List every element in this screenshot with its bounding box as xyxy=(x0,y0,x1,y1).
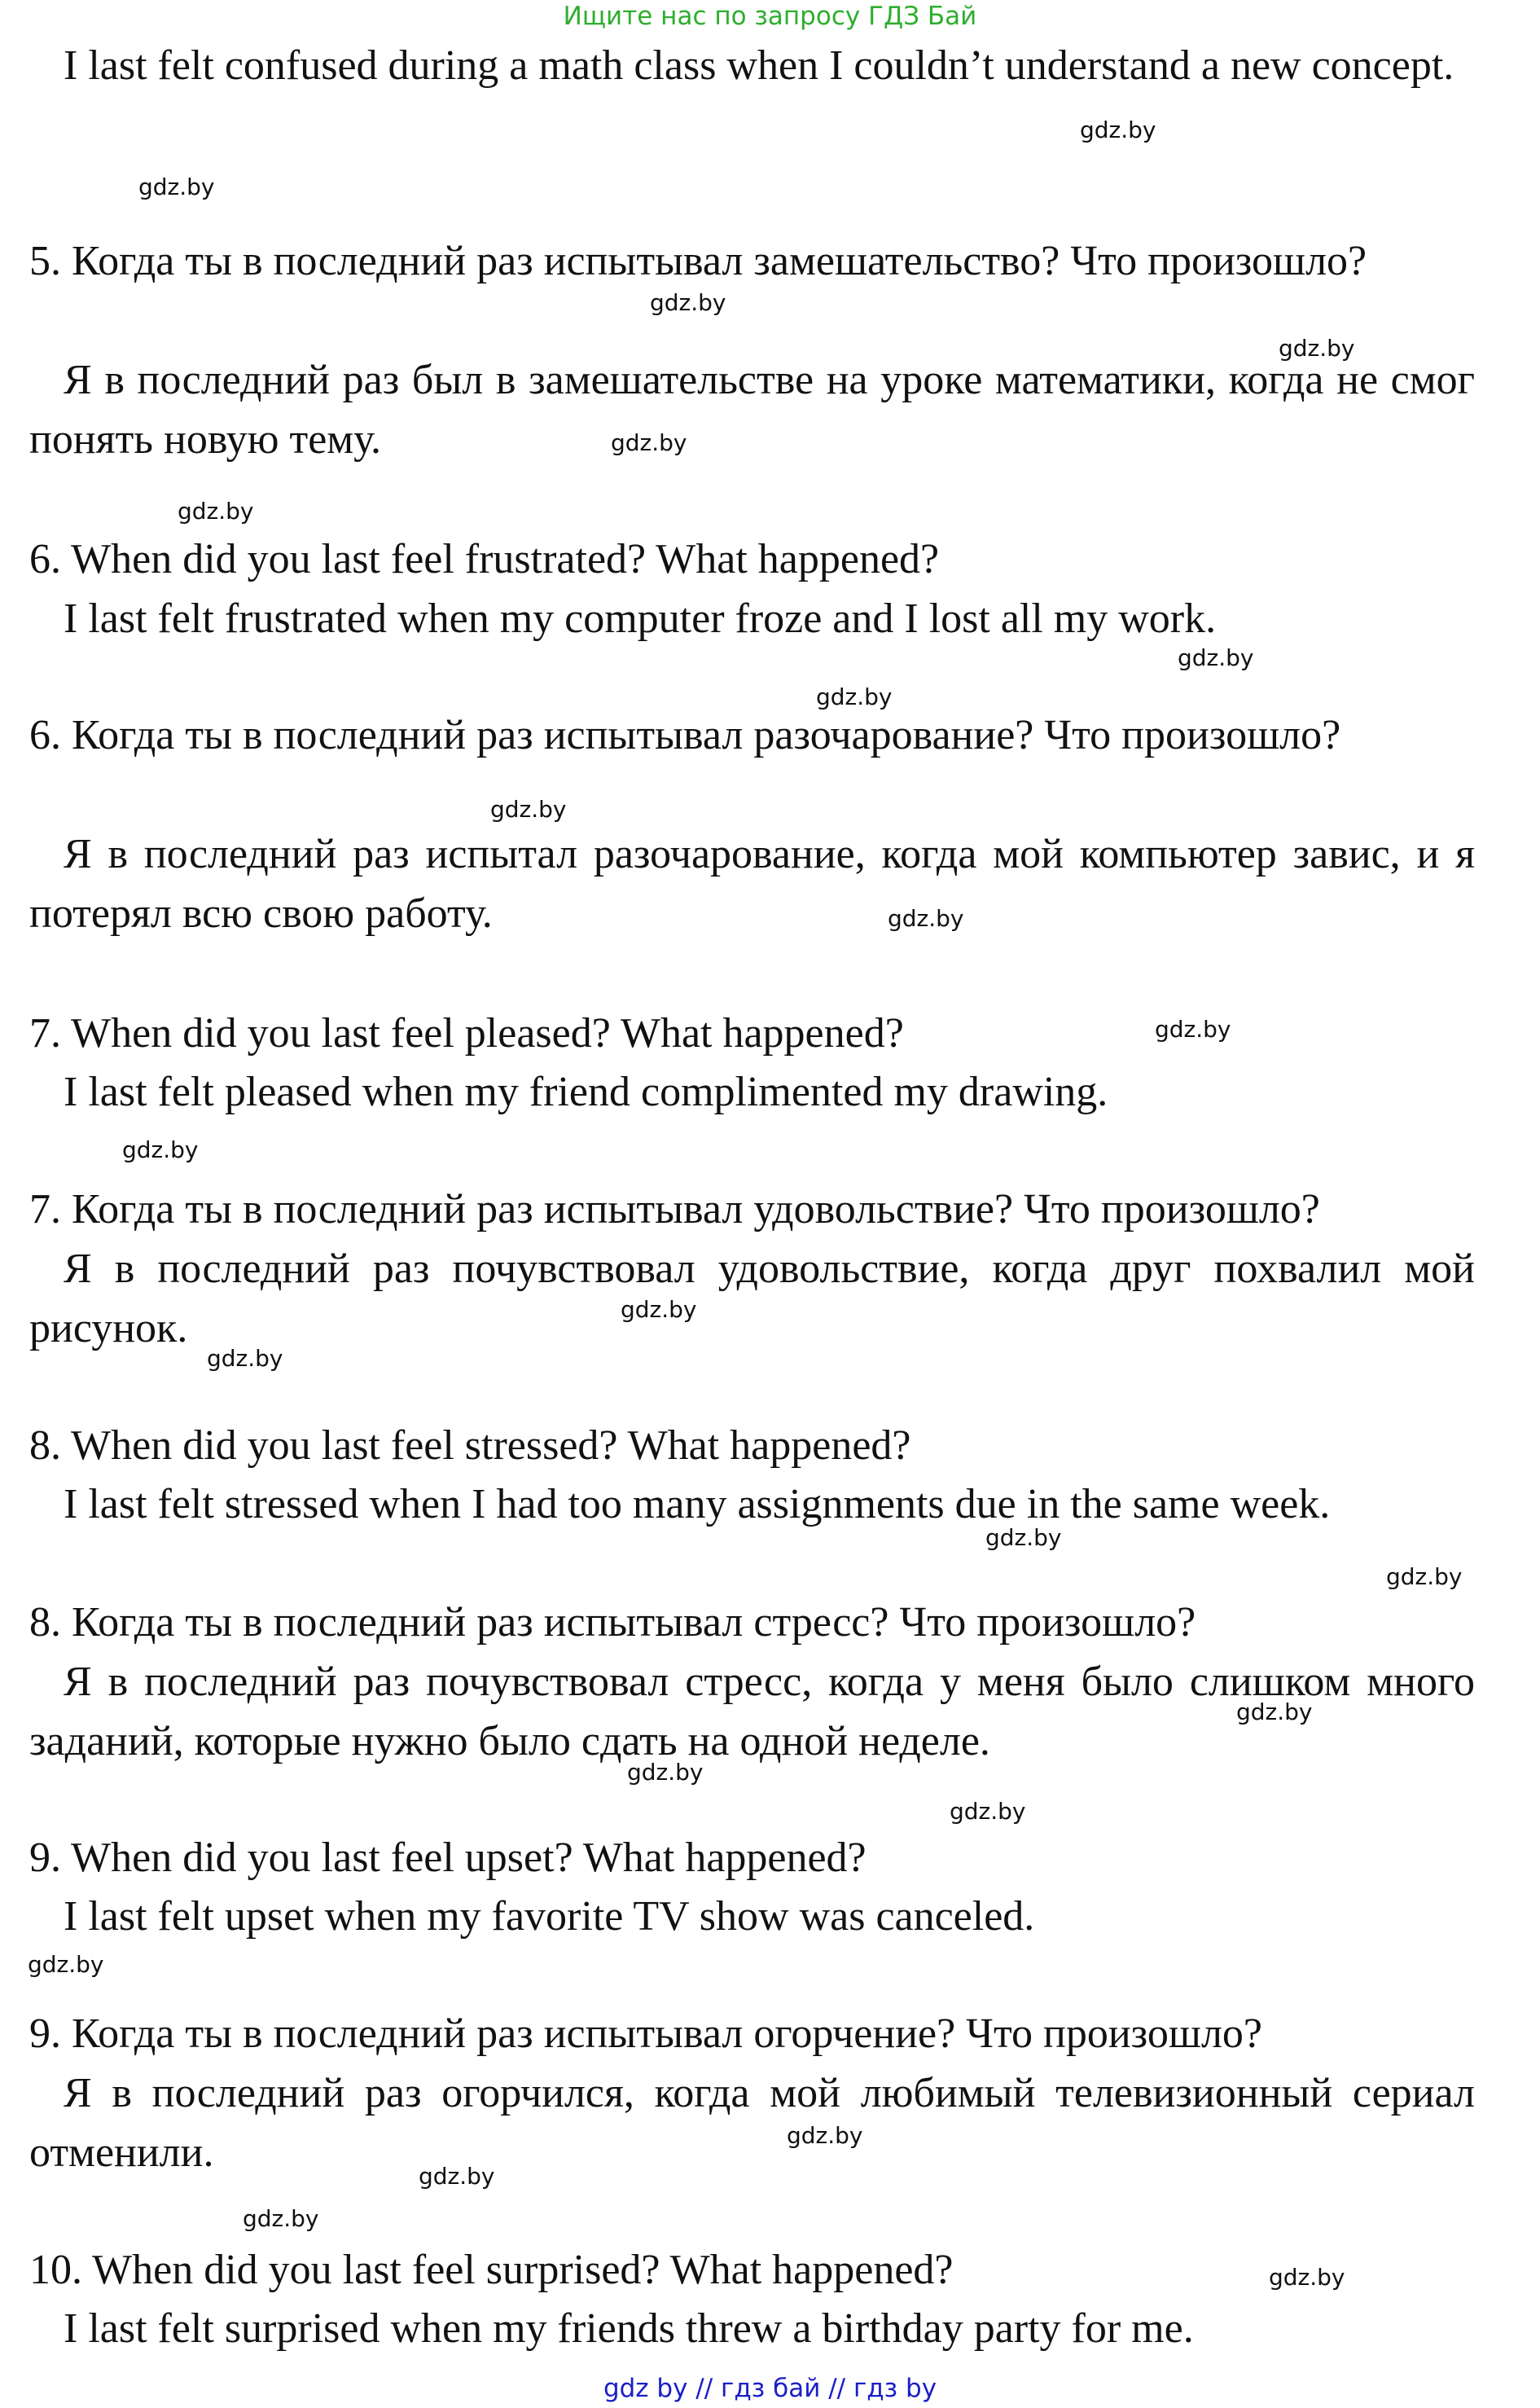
question-9-ru: 9. Когда ты в последний раз испытывал огорчение? Что произошло? xyxy=(29,2010,1262,2057)
answer-9-ru: Я в последний раз огорчился, когда мой любимый телевизионный сериал отменили. xyxy=(29,2070,1475,2176)
answer-4-en: I last felt confused during a math class when I couldn’t understand a new concept. xyxy=(64,42,1454,89)
question-8-ru: 8. Когда ты в последний раз испытывал стресс? Что произошло? xyxy=(29,1599,1196,1646)
watermark: gdz.by xyxy=(122,1136,199,1163)
watermark: gdz.by xyxy=(888,905,964,932)
watermark: gdz.by xyxy=(1178,644,1254,671)
watermark: gdz.by xyxy=(1386,1563,1463,1590)
watermark: gdz.by xyxy=(621,1296,697,1323)
watermark: gdz.by xyxy=(1080,116,1156,143)
answer-7-en: I last felt pleased when my friend complimented my drawing. xyxy=(64,1069,1108,1115)
page-footer: gdz by // гдз бай // гдз by xyxy=(603,2374,937,2403)
answer-6-ru: Я в последний раз испытал разочарование, когда мой компьютер завис, и я потерял всю свою работу. xyxy=(29,831,1475,937)
question-8-en: 8. When did you last feel stressed? What happened? xyxy=(29,1422,911,1469)
watermark: gdz.by xyxy=(650,289,726,316)
question-9-en: 9. When did you last feel upset? What happened? xyxy=(29,1835,867,1881)
question-5-ru: 5. Когда ты в последний раз испытывал замешательство? Что произошло? xyxy=(29,238,1367,284)
question-10-en: 10. When did you last feel surprised? What happened? xyxy=(29,2247,954,2293)
question-6-en: 6. When did you last feel frustrated? What happened? xyxy=(29,536,940,582)
watermark: gdz.by xyxy=(1279,335,1355,362)
answer-7-ru: Я в последний раз почувствовал удовольствие, когда друг похвалил мой рисунок. xyxy=(29,1246,1475,1351)
watermark: gdz.by xyxy=(985,1524,1062,1551)
watermark: gdz.by xyxy=(1155,1016,1231,1043)
question-7-ru: 7. Когда ты в последний раз испытывал удовольствие? Что произошло? xyxy=(29,1186,1320,1233)
watermark: gdz.by xyxy=(627,1759,704,1786)
watermark: gdz.by xyxy=(787,2122,863,2149)
watermark: gdz.by xyxy=(138,174,215,200)
watermark: gdz.by xyxy=(419,2163,495,2190)
page-header: Ищите нас по запросу ГДЗ Бай xyxy=(563,2,977,31)
watermark: gdz.by xyxy=(207,1345,283,1372)
question-6-ru: 6. Когда ты в последний раз испытывал разочарование? Что произошло? xyxy=(29,712,1341,758)
answer-8-ru: Я в последний раз почувствовал стресс, когда у меня было слишком много заданий, которые нужно было сдать на одной неделе. xyxy=(29,1659,1475,1764)
answer-10-en: I last felt surprised when my friends threw a birthday party for me. xyxy=(64,2305,1194,2352)
watermark: gdz.by xyxy=(816,683,893,710)
watermark: gdz.by xyxy=(243,2205,319,2232)
watermark: gdz.by xyxy=(950,1798,1026,1825)
answer-8-en: I last felt stressed when I had too many assignments due in the same week. xyxy=(64,1481,1331,1527)
watermark: gdz.by xyxy=(28,1951,104,1978)
answer-5-ru: Я в последний раз был в замешательстве на уроке математики, когда не смог понять новую тему. xyxy=(29,357,1475,463)
watermark: gdz.by xyxy=(1236,1698,1313,1725)
watermark: gdz.by xyxy=(178,498,254,525)
watermark: gdz.by xyxy=(1269,2264,1345,2291)
watermark: gdz.by xyxy=(490,796,567,823)
question-7-en: 7. When did you last feel pleased? What happened? xyxy=(29,1010,904,1057)
watermark: gdz.by xyxy=(611,429,687,456)
answer-6-en: I last felt frustrated when my computer froze and I lost all my work. xyxy=(64,595,1217,642)
answer-9-en: I last felt upset when my favorite TV show was canceled. xyxy=(64,1893,1035,1940)
